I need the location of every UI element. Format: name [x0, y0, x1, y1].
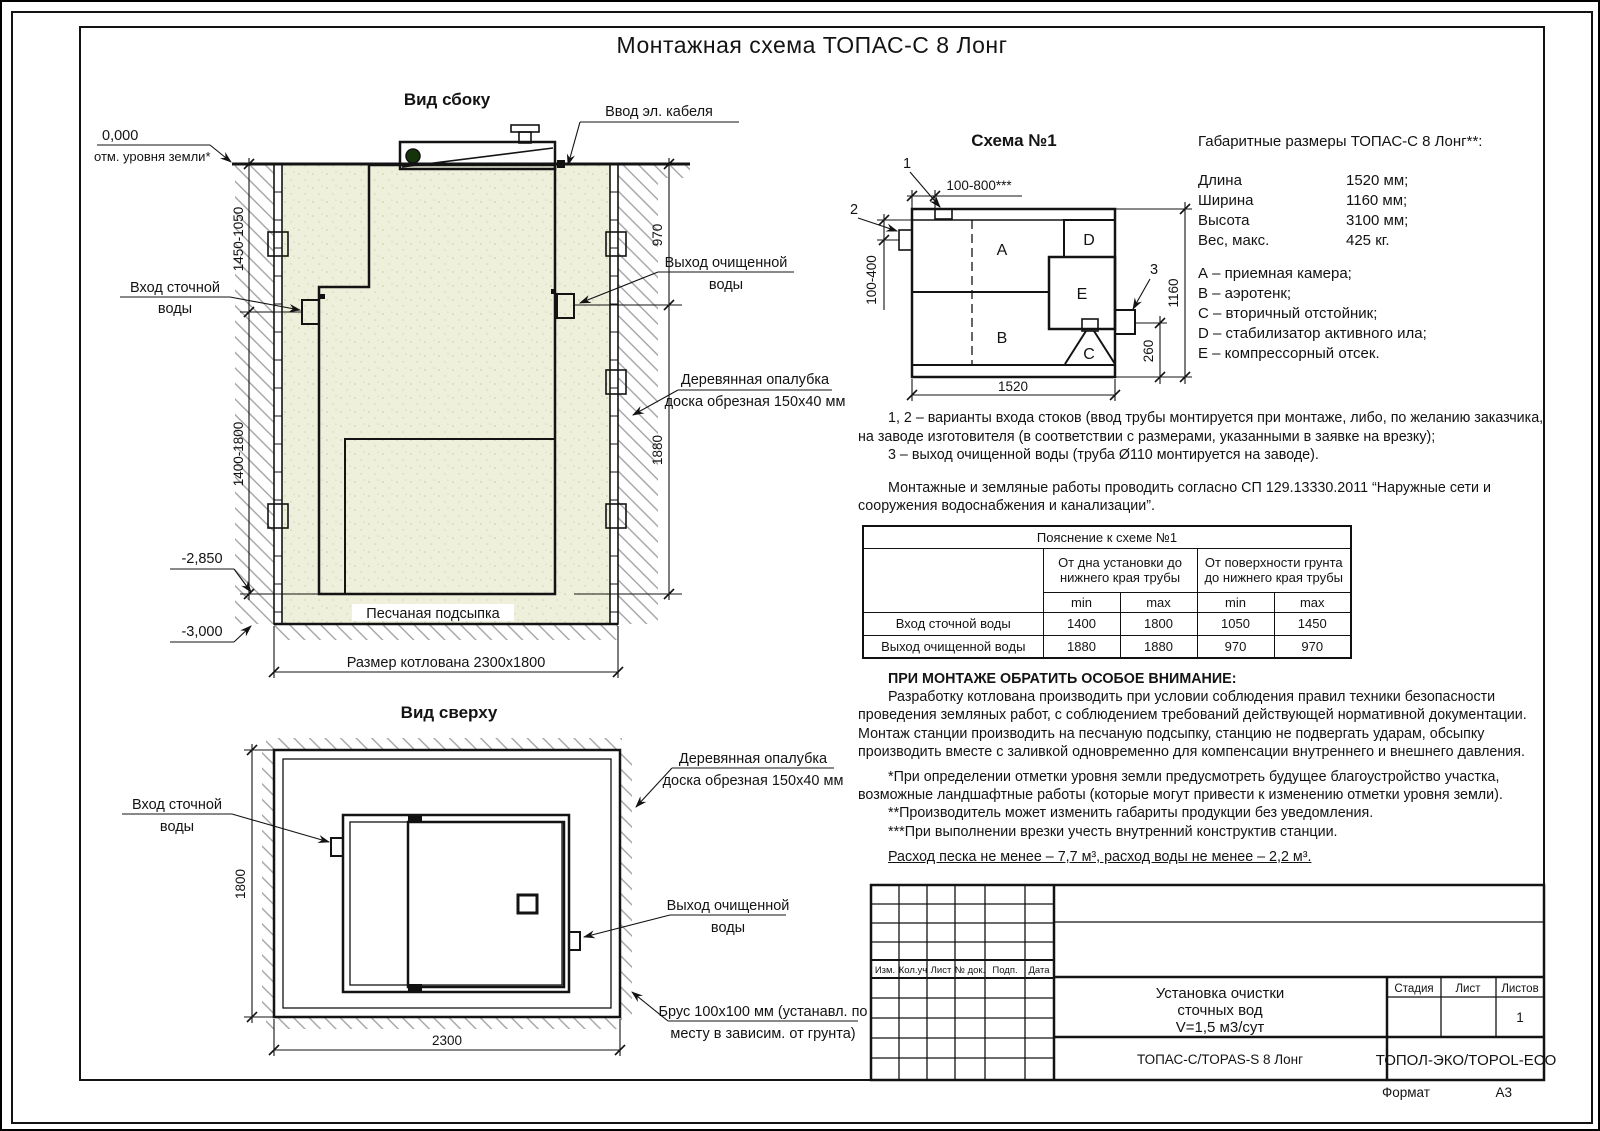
note-inlet-variants: 1, 2 – варианты входа стоков (ввод трубы монтируется при монтаже, либо, по желанию заказчика, на заводе изготовителя (в соответствии с размерами, указанными в заявке на врезку); — [858, 410, 1544, 445]
sheets-label: Листов — [1501, 983, 1539, 995]
cable-entry-label: Ввод эл. кабеля — [605, 104, 713, 120]
schema-dim-top: 100-800*** — [946, 178, 1012, 193]
top-inlet-label-2: воды — [159, 819, 195, 835]
schema-dim-right: 1160 — [1166, 278, 1181, 308]
dim-970: 970 — [650, 223, 665, 247]
format-row — [1382, 1085, 1512, 1100]
spec-value: 1520 мм; — [1346, 172, 1409, 189]
cell: 1450 — [1274, 612, 1351, 635]
schema-dim-left: 100-400 — [864, 255, 879, 305]
zero-mark: 0,000 — [102, 128, 139, 144]
outlet-label-2: воды — [708, 277, 744, 293]
top-outlet-stub — [569, 932, 580, 950]
table-max-header: max — [1274, 592, 1351, 612]
sheets-value: 1 — [1516, 1010, 1524, 1025]
dim-1450-1050: 1450-1050 — [231, 206, 246, 272]
table-min-header: min — [1197, 592, 1274, 612]
schema-letter-e: E — [1076, 286, 1088, 303]
legend-item: А – приемная камера; — [1198, 265, 1352, 282]
sand-label: Песчаная подсыпка — [366, 606, 500, 622]
cell: 1880 — [1120, 635, 1197, 658]
table-corner-cell — [863, 548, 1043, 612]
cell: 1800 — [1120, 612, 1197, 635]
spec-label: Длина — [1198, 172, 1242, 189]
legend-item: D – стабилизатор активного ила; — [1198, 325, 1427, 342]
specs-block — [1198, 132, 1550, 364]
schema-letter-a: A — [996, 242, 1008, 259]
top-inlet-stub — [331, 838, 343, 856]
side-view — [94, 90, 845, 678]
footnote-3: ***При выполнении врезки учесть внутренний конструктив станции. — [888, 823, 1338, 840]
format-label: Формат — [1382, 1085, 1430, 1100]
spec-label: Ширина — [1198, 192, 1254, 209]
elev-3000: -3,000 — [181, 624, 223, 640]
dim-2300: 2300 — [431, 1033, 463, 1048]
sand-backfill — [282, 165, 610, 624]
schema-dimensions — [858, 172, 1192, 401]
cell: 1400 — [1043, 612, 1120, 635]
row-label: Вход сточной воды — [863, 612, 1043, 635]
company-name: ТОПОЛ-ЭКО/TOPOL-ECO — [1375, 1052, 1557, 1069]
beam-label-1: Брус 100х100 мм (устанавл. по — [658, 1004, 868, 1020]
row-label: Выход очищенной воды — [863, 635, 1043, 658]
consumption-note: Расход песка не менее – 7,7 м³, расход воды не менее – 2,2 м³. — [888, 848, 1312, 865]
station-inner-wall — [350, 822, 562, 985]
formwork-label-1: Деревянная опалубка — [680, 372, 830, 388]
schema-letter-b: B — [996, 330, 1008, 347]
model-name: ТОПАС-С/TOPAS-S 8 Лонг — [1136, 1052, 1304, 1067]
top-outlet-label-1: Выход очищенной — [666, 898, 790, 914]
notes-block — [858, 409, 1554, 516]
lid-tabs — [408, 816, 422, 991]
schema-marker-1: 1 — [902, 156, 912, 172]
rev-col-koluch: Кол.уч — [898, 965, 928, 976]
note-sp-standard: Монтажные и земляные работы проводить согласно СП 129.13330.2011 “Наружные сети и сооружения водоснабжения и канализации”. — [858, 479, 1491, 515]
top-view — [122, 703, 868, 1056]
schema-letter-d: D — [1083, 232, 1095, 249]
top-inlet-label-1: Вход сточной — [131, 797, 223, 813]
spec-label: Вес, макс. — [1198, 232, 1270, 249]
dim-1400-1800: 1400-1800 — [231, 421, 246, 487]
table-group-2: От поверхности грунта до нижнего края трубы — [1197, 548, 1351, 592]
station-body — [343, 815, 569, 992]
vent-cap — [511, 125, 539, 132]
schema-dim-bottom: 1520 — [997, 379, 1029, 394]
schema-inlet-variant1 — [935, 209, 952, 219]
footnote-2: **Производитель может изменить габариты продукции без уведомления. — [888, 805, 1374, 822]
cell: 970 — [1197, 635, 1274, 658]
table-title: Пояснение к схеме №1 — [863, 526, 1351, 548]
rev-col-list: Лист — [930, 965, 952, 976]
doc-title-3: V=1,5 м3/сут — [1175, 1019, 1265, 1036]
legend-item: E – компрессорный отсек. — [1198, 345, 1380, 362]
explanation-table — [862, 525, 1352, 659]
beam-label-2: месту в зависим. от грунта) — [670, 1026, 856, 1042]
table-min-header: min — [1043, 592, 1120, 612]
format-value: А3 — [1495, 1085, 1512, 1100]
schema-letter-c: C — [1083, 346, 1095, 363]
top-formwork-label-2: доска обрезная 150х40 мм — [662, 773, 844, 789]
spec-value: 425 кг. — [1346, 232, 1390, 249]
rev-col-izm: Изм. — [874, 965, 896, 976]
pit-size-label: Размер котлована 2300х1800 — [346, 655, 546, 671]
schema-marker-3: 3 — [1149, 262, 1159, 278]
formwork-label-2: доска обрезная 150х40 мм — [664, 394, 846, 410]
table-row-inlet — [863, 612, 1351, 635]
spec-row-length — [1198, 171, 1550, 191]
schema-marker-2: 2 — [849, 202, 859, 218]
stage-label: Стадия — [1394, 983, 1434, 995]
rev-col-podp: Подп. — [992, 965, 1018, 976]
spec-row-width — [1198, 191, 1550, 211]
attention-body: Разработку котлована производить при условии соблюдения правил техники безопасности проведения земляных работ, с соблюдением требований действующей нормативной документации. Монтаж станции производить на песчаную подсыпку, станцию не подвергать ударам, обсыпку производить вместе с заливкой одновременно для компенсации внутреннего и внешнего давления. — [858, 689, 1527, 760]
attention-block — [858, 670, 1554, 866]
cable-entry-point — [557, 160, 565, 168]
legend-item: С – вторичный отстойник; — [1198, 305, 1378, 322]
specs-heading: Габаритные размеры ТОПАС-С 8 Лонг**: — [1198, 133, 1483, 150]
inlet-label-1: Вход сточной — [129, 280, 221, 296]
formwork-left — [274, 164, 282, 624]
schema-dim-outlet: 260 — [1141, 339, 1156, 363]
dim-1800: 1800 — [233, 868, 248, 900]
rev-col-ndok: № док. — [954, 965, 986, 976]
station-lid-top — [408, 822, 564, 987]
top-outlet-label-2: воды — [710, 920, 746, 936]
spec-row-height — [1198, 211, 1550, 231]
page-title: Монтажная схема ТОПАС-С 8 Лонг — [616, 32, 1008, 58]
doc-title-1: Установка очистки — [1155, 985, 1285, 1002]
footnote-1: *При определении отметки уровня земли предусмотреть будущее благоустройство участка, возможные ландшафтные работы (которые могут привести к изменению отметки уровня земли). — [858, 769, 1503, 804]
vent-square — [518, 895, 537, 913]
outlet-label-1: Выход очищенной — [664, 255, 788, 271]
schema-title: Схема №1 — [971, 131, 1057, 150]
top-view-title: Вид сверху — [400, 703, 498, 722]
rev-col-data: Дата — [1028, 965, 1050, 976]
attention-heading: ПРИ МОНТАЖЕ ОБРАТИТЬ ОСОБОЕ ВНИМАНИЕ: — [888, 671, 1237, 687]
schema-inlet-variant2 — [899, 230, 912, 250]
title-block — [871, 885, 1556, 1080]
elev-2850: -2,850 — [181, 551, 223, 567]
table-group-1: От дна установки до нижнего края трубы — [1043, 548, 1197, 592]
note-outlet: 3 – выход очищенной воды (труба Ø110 монтируется на заводе). — [888, 447, 1319, 464]
schema-1 — [850, 131, 1192, 401]
compartment-legend — [1198, 264, 1550, 364]
schema-outlet-stub — [1115, 310, 1135, 334]
side-view-title: Вид сбоку — [403, 90, 491, 109]
spec-value: 1160 мм; — [1346, 192, 1408, 209]
spec-row-weight — [1198, 231, 1550, 251]
ground-note: отм. уровня земли* — [94, 149, 211, 164]
top-formwork-label-1: Деревянная опалубка — [678, 751, 828, 767]
table-max-header: max — [1120, 592, 1197, 612]
spec-value: 3100 мм; — [1346, 212, 1409, 229]
table-row-outlet — [863, 635, 1351, 658]
cell: 1880 — [1043, 635, 1120, 658]
legend-item: В – аэротенк; — [1198, 285, 1292, 302]
cell: 1050 — [1197, 612, 1274, 635]
dim-1880: 1880 — [650, 434, 665, 466]
inlet-label-2: воды — [157, 301, 193, 317]
cell: 970 — [1274, 635, 1351, 658]
spec-label: Высота — [1198, 212, 1250, 229]
sheet-label: Лист — [1455, 983, 1481, 995]
doc-title-2: сточных вод — [1177, 1002, 1263, 1019]
tank-lid — [400, 125, 565, 169]
